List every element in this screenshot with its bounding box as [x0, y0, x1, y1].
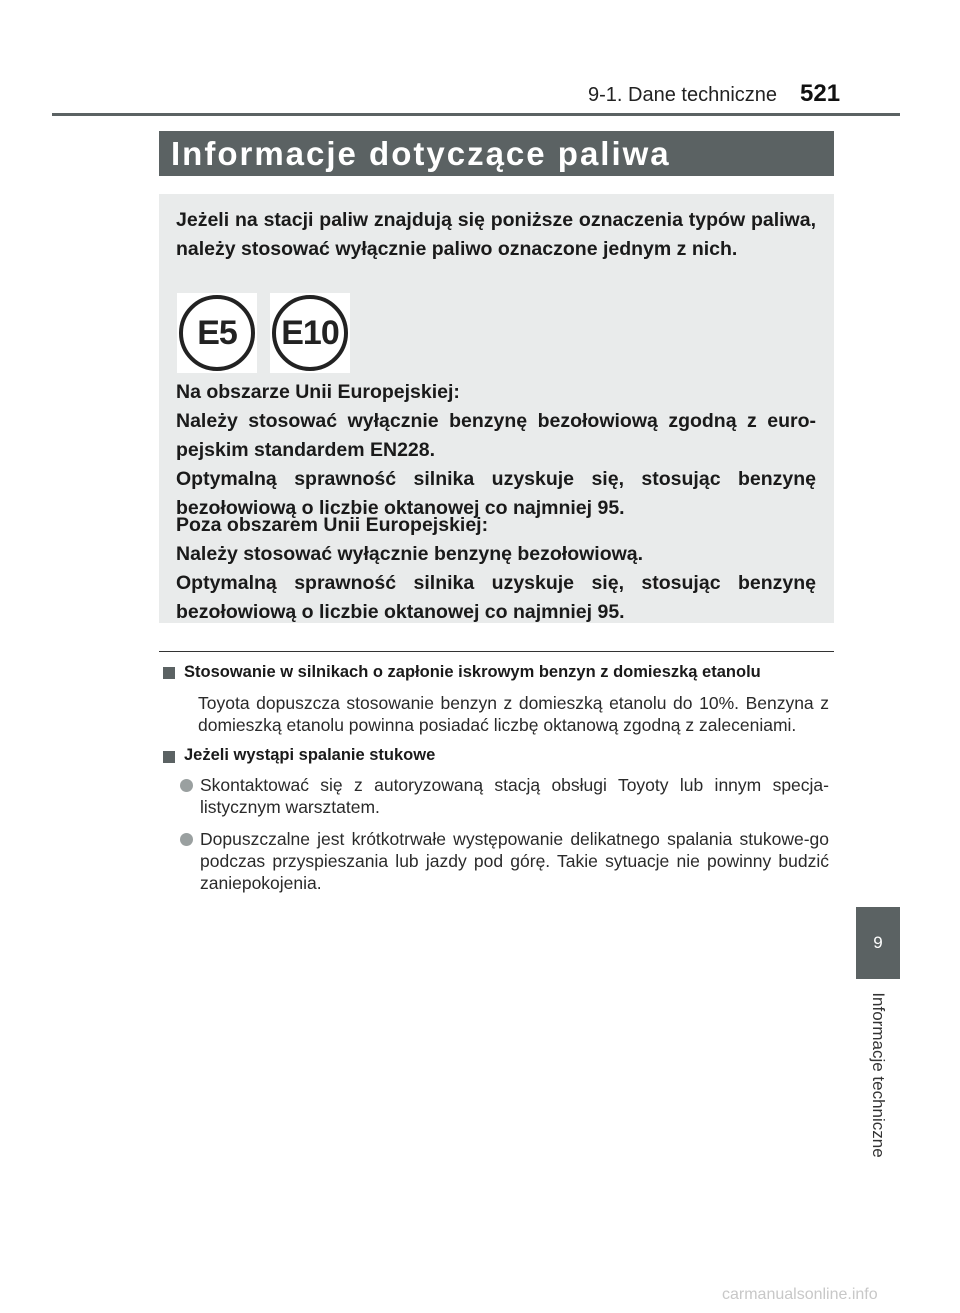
knocking-section-heading: Jeżeli wystąpi spalanie stukowe — [184, 746, 436, 764]
fuel-label-tile-e10 — [270, 293, 350, 373]
square-bullet-icon — [163, 667, 175, 679]
section-divider — [159, 651, 834, 652]
fuel-label-e5-icon: E5 — [179, 295, 255, 371]
header-divider — [52, 113, 900, 116]
chapter-tab-number[interactable]: 9 — [856, 907, 900, 979]
non-eu-text-unleaded: Należy stosować wyłącznie benzynę bezołowiową. — [176, 543, 644, 565]
fuel-label-e10-icon: E10 — [272, 295, 348, 371]
round-bullet-icon — [180, 833, 193, 846]
running-header-section: 9-1. Dane techniczne — [588, 84, 778, 106]
eu-text-octane: Optymalną sprawność silnika uzyskuje się, stosując benzynę bezołowiową o liczbie oktanowej co najmniej 95. — [176, 468, 816, 519]
non-eu-heading: Poza obszarem Unii Europejskiej: — [176, 514, 489, 536]
non-eu-text-octane: Optymalną sprawność silnika uzyskuje się, stosując benzynę bezołowiową o liczbie oktanowej co najmniej 95. — [176, 572, 816, 623]
round-bullet-icon — [180, 779, 193, 792]
ethanol-section-text: Toyota dopuszcza stosowanie benzyn z domieszką etanolu do 10%. Benzyna z domieszką etanolu powinna posiadać liczbę oktanową zgodną z zaleceniami. — [198, 693, 829, 735]
ethanol-section-heading: Stosowanie w silnikach o zapłonie iskrowym benzyn z domieszką etanolu — [184, 663, 761, 681]
knocking-bullet-item: Dopuszczalne jest krótkotrwałe występowanie delikatnego spalania stukowe-go podczas przyspieszania lub jazdy pod górę. Takie sytuacje nie powinny budzić zaniepokojenia. — [200, 829, 829, 893]
page-title-bar — [159, 131, 834, 176]
square-bullet-icon — [163, 751, 175, 763]
eu-heading: Na obszarze Unii Europejskiej: — [176, 381, 460, 403]
chapter-tab-label: Informacje techniczne — [869, 992, 888, 1158]
eu-text-standard: Należy stosować wyłącznie benzynę bezołowiową zgodną z euro-pejskim standardem EN228. — [176, 410, 816, 461]
fuel-label-tile-e5 — [177, 293, 257, 373]
page-title: Informacje dotyczące paliwa — [171, 134, 671, 172]
info-intro-text: Jeżeli na stacji paliw znajdują się poniższe oznaczenia typów paliwa, należy stosować wyłącznie paliwo oznaczone jednym z nich. — [176, 209, 816, 260]
knocking-bullet-item: Skontaktować się z autoryzowaną stacją obsługi Toyoty lub innym specja-listycznym warsztatem. — [200, 775, 829, 817]
watermark: carmanualsonline.info — [722, 1286, 878, 1303]
page-number: 521 — [800, 80, 841, 107]
